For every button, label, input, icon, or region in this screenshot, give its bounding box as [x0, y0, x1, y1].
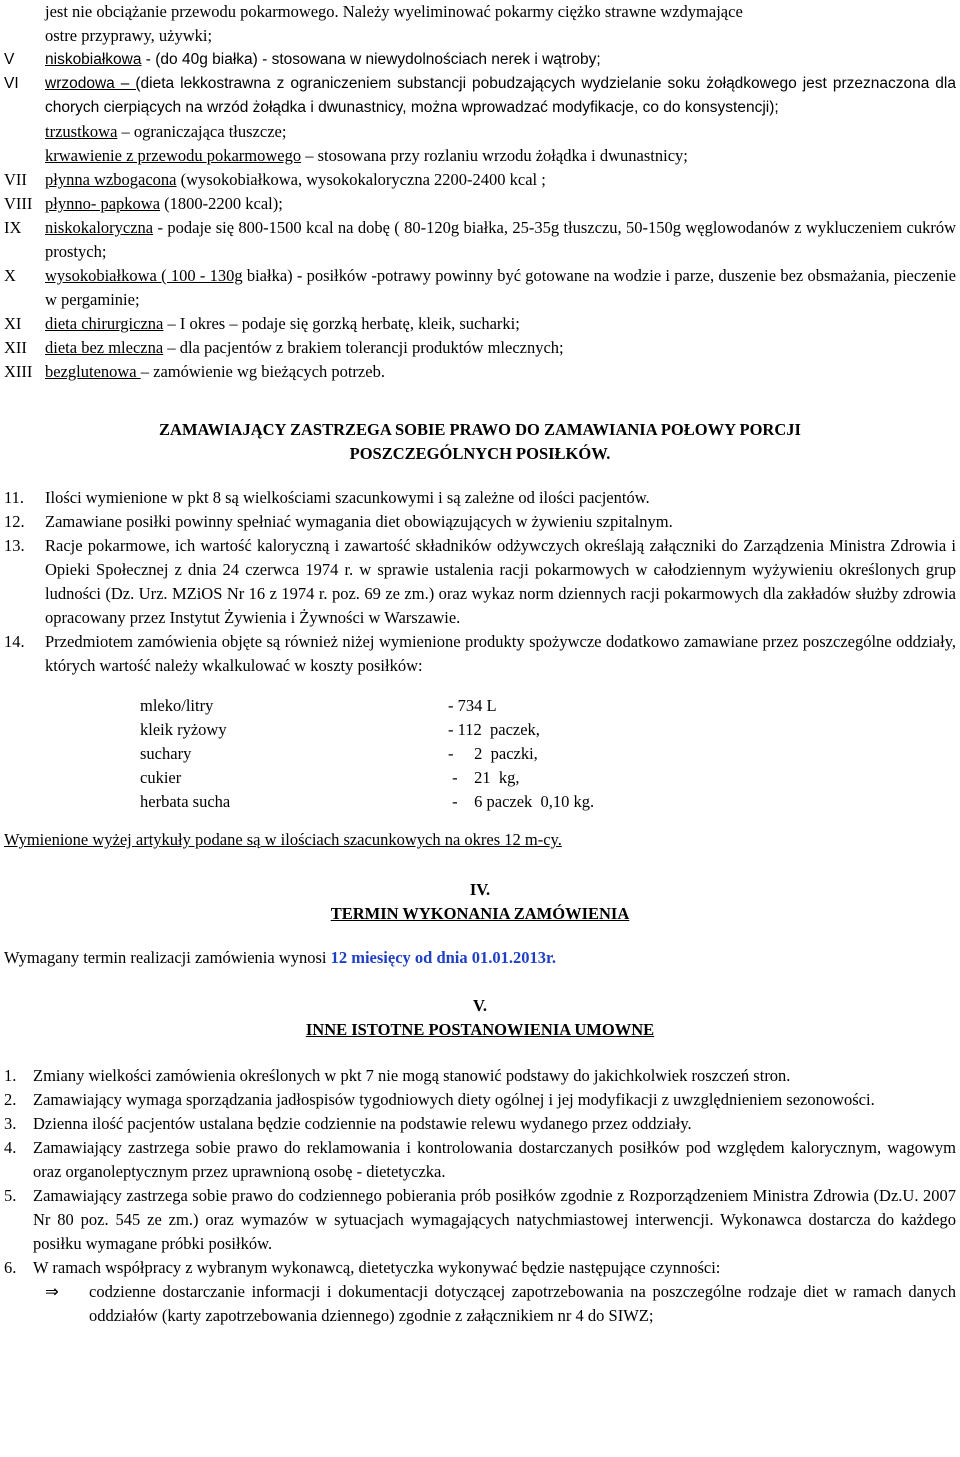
- diet-name: wrzodowa – (: [45, 75, 141, 92]
- diet-item-xii: XII dieta bez mleczna – dla pacjentów z brakiem tolerancji produktów mlecznych;: [4, 338, 564, 357]
- diet-name: dieta chirurgiczna: [45, 314, 164, 333]
- provision-item: 6. W ramach współpracy z wybranym wykonawcą, dietetyczka wykonywać będzie następujące czynności:: [4, 1258, 721, 1277]
- diet-name: płynna wzbogacona: [45, 170, 177, 189]
- diet-item-krwawienie: krwawienie z przewodu pokarmowego – stosowana przy rozlaniu wrzodu żołądka i dwunastnicy;: [45, 146, 688, 165]
- section-iv-heading: [4, 878, 956, 926]
- product-row: cukier - 21 kg,: [140, 768, 520, 787]
- numbered-points: [4, 486, 956, 678]
- diet-item-viii: VIII płynno- papkowa (1800-2200 kcal);: [4, 194, 283, 213]
- product-row: mleko/litry - 734 L: [140, 696, 497, 715]
- diet-item-trzustkowa: trzustkowa – ograniczająca tłuszcze;: [45, 122, 287, 141]
- diet-item-xi: XI dieta chirurgiczna – I okres – podaje się gorzką herbatę, kleik, sucharki;: [4, 314, 520, 333]
- diet-name: krwawienie z przewodu pokarmowego: [45, 146, 302, 165]
- product-row: herbata sucha - 6 paczek 0,10 kg.: [140, 792, 595, 811]
- provision-item: 2. Zamawiający wymaga sporządzania jadłospisów tygodniowych diety ogólnej i jej modyfikacji z uwzględnieniem sezonowości.: [4, 1090, 875, 1109]
- section-v-heading: [4, 994, 956, 1042]
- intro-line-1: jest nie obciążanie przewodu pokarmowego. Należy wyeliminować pokarmy ciężko strawne wzdymające: [45, 2, 743, 21]
- products-table: [140, 694, 594, 814]
- provision-item: 4. Zamawiający zastrzega sobie prawo do reklamowania i kontrolowania dostarczanych posiłków pod względem kalorycznym, wagowym oraz organoleptycznym przez uprawnioną osobę - dietetyczka.: [4, 1138, 956, 1181]
- diet-intro: [4, 0, 956, 48]
- diet-name: płynno- papkowa: [45, 194, 161, 213]
- product-row: kleik ryżowy - 112 paczek,: [140, 720, 540, 739]
- provision-item: 5. Zamawiający zastrzega sobie prawo do codziennego pobierania prób posiłków zgodnie z Rozporządzeniem Ministra Zdrowia (Dz.U. 2007 Nr 80 poz. 545 ze zm.) oraz wymazów w sytuacjach wymagających natychmiastowej interwencji. Wykonawca dostarcza do każdego posiłku wymagane próbki posiłków.: [4, 1186, 956, 1253]
- diet-name: bezglutenowa: [45, 362, 141, 381]
- diet-item-vii: VII płynna wzbogacona (wysokobiałkowa, wysokokaloryczna 2200-2400 kcal ;: [4, 170, 546, 189]
- bullet-item: ⇒ codzienne dostarczanie informacji i dokumentacji dotyczącej zapotrzebowania na poszczególne rodzaje diet w ramach danych oddziałów (karty zapotrzebowania dziennego) zgodnie z załącznikiem nr 4 do SIWZ;: [45, 1280, 956, 1328]
- intro-line-2: ostre przyprawy, używki;: [45, 26, 213, 45]
- diet-name: niskokaloryczna: [45, 218, 154, 237]
- point-item: 13. Racje pokarmowe, ich wartość kaloryczną i zawartość składników odżywczych określają załączniki do Zarządzenia Ministra Zdrowia i Opieki Społecznej z dnia 24 czerwca 1974 r. w sprawie ustalenia racji pokarmowych w całodziennym wyżywieniu określonych grup ludności (Dz. Urz. MZiOS Nr 16 z 1974 r. poz. 69 ze zm.) oraz wykaz norm dziennych racji pokarmowych dla zakładów służby zdrowia opracowany przez Instytut Żywienia i Żywności w Warszawie.: [4, 536, 956, 627]
- diet-item-ix: IX niskokaloryczna - podaje się 800-1500 kcal na dobę ( 80-120g białka, 25-35g tłuszczu, 50-150g węglowodanów z wykluczeniem cukrów prostych;: [4, 218, 956, 261]
- term-line: Wymagany termin realizacji zamówienia wynosi 12 miesięcy od dnia 01.01.2013r.: [4, 948, 556, 967]
- section-number: IV.: [469, 880, 491, 899]
- diet-item-vi: VI wrzodowa – (dieta lekkostrawna z ograniczeniem substancji pobudzających wydzielanie soku żołądkowego jest przeznaczona dla chorych cierpiących na wrzód żołądka i dwunastnicy, można wprowadzać modyfikacje, co do konsystencji);: [4, 75, 956, 116]
- diet-item-v: V niskobiałkowa - (do 40g białka) - stosowana w niewydolnościach nerek i wątroby;: [4, 51, 601, 68]
- provision-item: 3. Dzienna ilość pacjentów ustalana będzie codziennie na podstawie relewu wydanego przez oddziały.: [4, 1114, 692, 1133]
- diet-item-xiii: XIII bezglutenowa – zamówienie wg bieżących potrzeb.: [4, 362, 385, 381]
- point-item: 12. Zamawiane posiłki powinny spełniać wymagania diet obowiązujących w żywieniu szpitalnym.: [4, 512, 673, 531]
- diet-item-x: X wysokobiałkowa ( 100 - 130g białka) - posiłków -potrawy powinny być gotowane na wodzie i parze, duszenie bez obsmażania, pieczenie w pergaminie;: [4, 266, 957, 309]
- diet-name: dieta bez mleczna: [45, 338, 164, 357]
- point-item: 11. Ilości wymienione w pkt 8 są wielkościami szacunkowymi i są zależne od ilości pacjentów.: [4, 488, 650, 507]
- product-row: suchary - 2 paczki,: [140, 744, 538, 763]
- diet-name: niskobiałkowa: [45, 51, 142, 68]
- estimate-note: Wymienione wyżej artykuły podane są w ilościach szacunkowych na okres 12 m-cy.: [4, 830, 562, 849]
- point-item: 14. Przedmiotem zamówienia objęte są również niżej wymienione produkty spożywcze dodatkowo zamawiane przez poszczególne oddziały, których wartość należy wkalkulować w koszty posiłków:: [4, 632, 956, 675]
- portion-notice: ZAMAWIAJĄCY ZASTRZEGA SOBIE PRAWO DO ZAMAWIANIA POŁOWY PORCJI POSZCZEGÓLNYCH POSIŁKÓW.: [159, 420, 801, 463]
- double-arrow-icon: ⇒: [45, 1282, 59, 1301]
- provision-item: 1. Zmiany wielkości zamówienia określonych w pkt 7 nie mogą stanowić podstawy do jakichkolwiek roszczeń stron.: [4, 1066, 791, 1085]
- term-highlight: 12 miesięcy od dnia 01.01.2013r.: [330, 948, 556, 967]
- provisions-list: [4, 1064, 956, 1280]
- diet-name: wysokobiałkowa ( 100 - 130g: [45, 266, 243, 285]
- section-title: INNE ISTOTNE POSTANOWIENIA UMOWNE: [305, 1020, 655, 1039]
- section-title: TERMIN WYKONANIA ZAMÓWIENIA: [330, 904, 630, 923]
- diet-name: trzustkowa: [45, 122, 118, 141]
- section-number: V.: [473, 996, 487, 1015]
